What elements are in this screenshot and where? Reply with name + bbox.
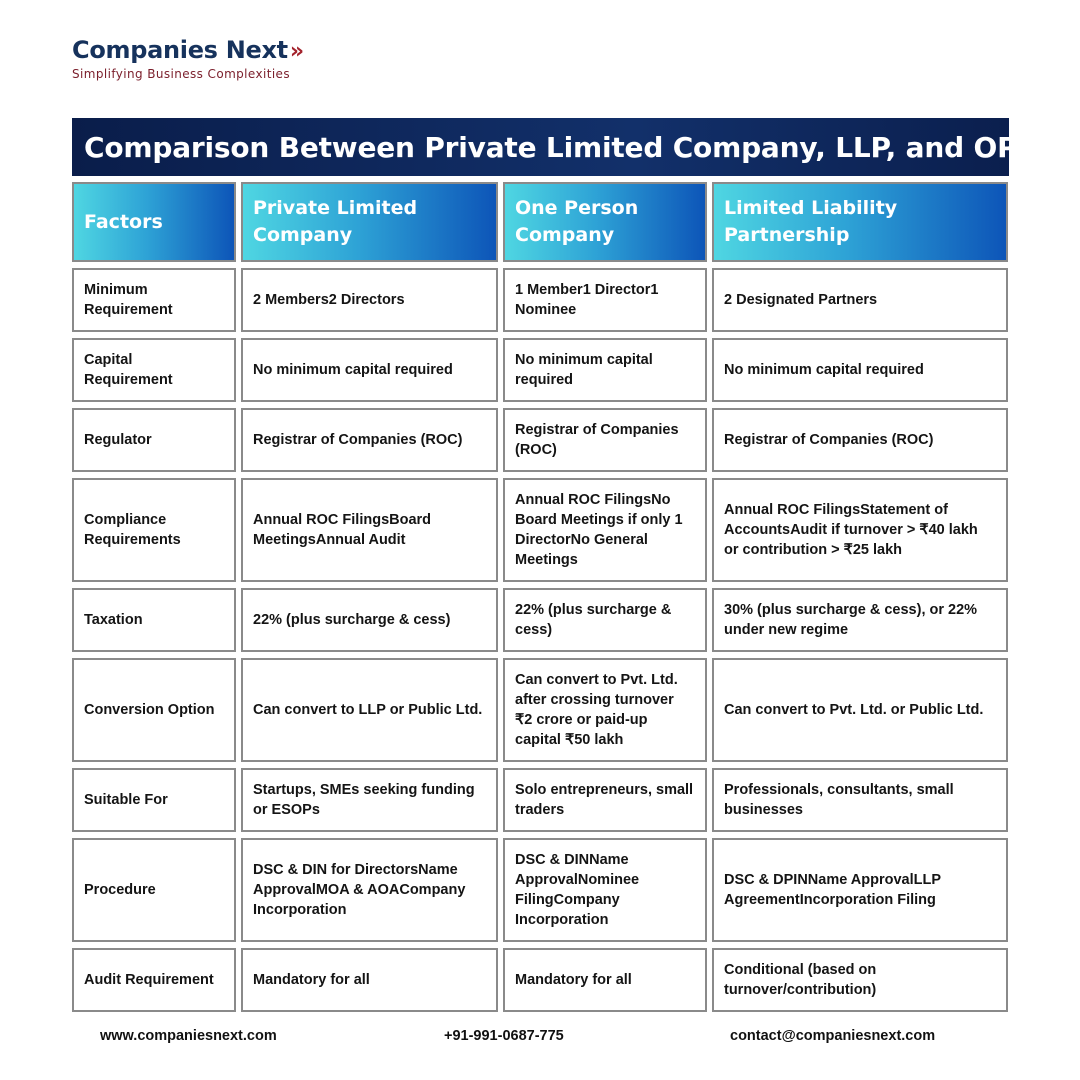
page-title: Comparison Between Private Limited Company, LLP, and OPC: [84, 130, 1038, 164]
cell-factor: Regulator: [72, 408, 236, 472]
header-factors: Factors: [72, 182, 236, 262]
cell-llp: Annual ROC FilingsStatement of AccountsAudit if turnover > ₹40 lakh or contribution > ₹25 lakh: [712, 478, 1008, 582]
cell-opc: Annual ROC FilingsNo Board Meetings if only 1 DirectorNo General Meetings: [503, 478, 707, 582]
brand-logo: [72, 36, 304, 81]
cell-opc: Mandatory for all: [503, 948, 707, 1012]
cell-factor: Audit Requirement: [72, 948, 236, 1012]
cell-pvt: DSC & DIN for DirectorsName ApprovalMOA & AOACompany Incorporation: [241, 838, 498, 942]
cell-llp: 30% (plus surcharge & cess), or 22% under new regime: [712, 588, 1008, 652]
cell-factor: Suitable For: [72, 768, 236, 832]
cell-llp: 2 Designated Partners: [712, 268, 1008, 332]
cell-pvt: Annual ROC FilingsBoard MeetingsAnnual Audit: [241, 478, 498, 582]
cell-llp: DSC & DPINName ApprovalLLP AgreementIncorporation Filing: [712, 838, 1008, 942]
cell-factor: Taxation: [72, 588, 236, 652]
cell-llp: Professionals, consultants, small businesses: [712, 768, 1008, 832]
phone-number[interactable]: +91-991-0687-775: [444, 1028, 564, 1044]
cell-pvt: Startups, SMEs seeking funding or ESOPs: [241, 768, 498, 832]
cell-opc: 22% (plus surcharge & cess): [503, 588, 707, 652]
header-llp: Limited Liability Partnership: [712, 182, 1008, 262]
title-banner: [72, 118, 1038, 176]
cell-opc: DSC & DINName ApprovalNominee FilingCompany Incorporation: [503, 838, 707, 942]
cell-llp: Registrar of Companies (ROC): [712, 408, 1008, 472]
cell-pvt: Registrar of Companies (ROC): [241, 408, 498, 472]
cell-pvt: 2 Members2 Directors: [241, 268, 498, 332]
cell-factor: Compliance Requirements: [72, 478, 236, 582]
cell-opc: Can convert to Pvt. Ltd. after crossing turnover ₹2 crore or paid-up capital ₹50 lakh: [503, 658, 707, 762]
cell-factor: Conversion Option: [72, 658, 236, 762]
comparison-table: [72, 182, 1009, 1012]
header-one-person-company: One Person Company: [503, 182, 707, 262]
cell-pvt: 22% (plus surcharge & cess): [241, 588, 498, 652]
header-private-limited: Private Limited Company: [241, 182, 498, 262]
cell-llp: Conditional (based on turnover/contribution): [712, 948, 1008, 1012]
cell-llp: Can convert to Pvt. Ltd. or Public Ltd.: [712, 658, 1008, 762]
cell-opc: No minimum capital required: [503, 338, 707, 402]
cell-opc: 1 Member1 Director1 Nominee: [503, 268, 707, 332]
double-chevron-icon: »: [289, 39, 304, 64]
cell-pvt: Can convert to LLP or Public Ltd.: [241, 658, 498, 762]
cell-pvt: No minimum capital required: [241, 338, 498, 402]
cell-factor: Procedure: [72, 838, 236, 942]
cell-opc: Solo entrepreneurs, small traders: [503, 768, 707, 832]
footer: [0, 1028, 1080, 1048]
brand-name-line: [72, 36, 304, 64]
cell-factor: Capital Requirement: [72, 338, 236, 402]
cell-pvt: Mandatory for all: [241, 948, 498, 1012]
cell-factor: Minimum Requirement: [72, 268, 236, 332]
brand-name: Companies Next: [72, 36, 288, 64]
cell-llp: No minimum capital required: [712, 338, 1008, 402]
email-link[interactable]: contact@companiesnext.com: [730, 1028, 936, 1044]
brand-tagline: Simplifying Business Complexities: [72, 67, 290, 81]
cell-opc: Registrar of Companies (ROC): [503, 408, 707, 472]
website-link[interactable]: www.companiesnext.com: [100, 1028, 277, 1044]
